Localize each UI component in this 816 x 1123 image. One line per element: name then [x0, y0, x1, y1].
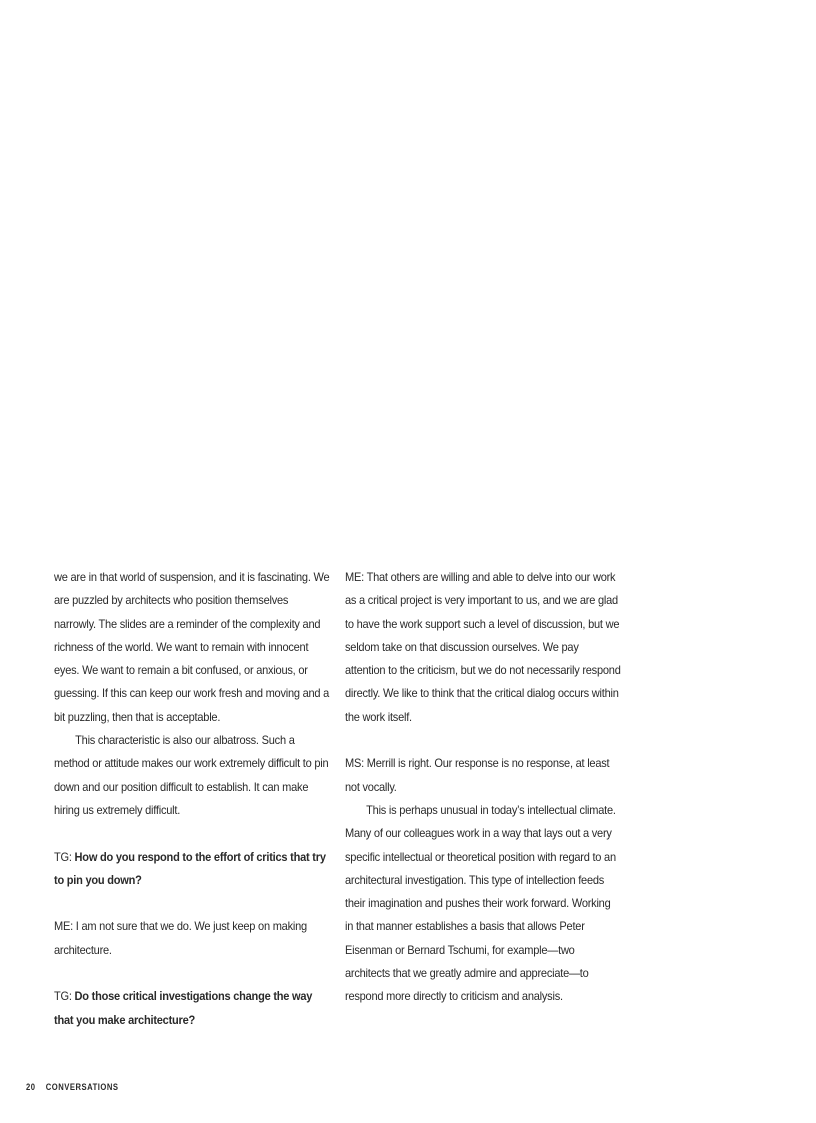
answer: ME: That others are willing and able to delve into our work as a critical project is very important to us, and we are glad to have the work support such a level of discussion, but we seldom take on that discussion ourselves. We pay attention to the criticism, but we do not necessarily respond directly. We like to think that the critical dialog occurs within the work itself.: [345, 570, 621, 724]
left-column: [54, 566, 330, 1032]
page-footer: [26, 1082, 119, 1092]
question: [54, 985, 330, 1032]
speaker-label: TG:: [54, 849, 75, 864]
answer: MS: Merrill is right. Our response is no response, at least not vocally.: [345, 756, 610, 794]
running-section-title: CONVERSATIONS: [45, 1082, 119, 1092]
paragraph: This is perhaps unusual in today’s intellectual climate. Many of our colleagues work in a way that lays out a very specific intellectual or theoretical position with regard to an architectural investigation. This type of intellection feeds their imagination and pushes their work forward. Working in that manner establishes a basis that allows Peter Eisenman or Bernard Tschumi, for example—two architects that we greatly admire and appreciate—to respond more directly to criticism and analysis.: [345, 802, 616, 1004]
question-text: Do those critical investigations change the way that you make architecture?: [54, 989, 313, 1027]
right-column: [345, 566, 621, 1009]
question: [54, 846, 330, 893]
paragraph: we are in that world of suspension, and it is fascinating. We are puzzled by architects who position themselves narrowly. The slides are a reminder of the complexity and richness of the world. We want to remain with innocent eyes. We want to remain a bit confused, or anxious, or guessing. If this can keep our work fresh and moving and a bit puzzling, then that is acceptable.: [54, 570, 330, 724]
answer: ME: I am not sure that we do. We just keep on making architecture.: [54, 919, 307, 957]
page-number: 20: [26, 1082, 36, 1092]
question-text: How do you respond to the effort of critics that try to pin you down?: [54, 849, 326, 887]
paragraph: This characteristic is also our albatross. Such a method or attitude makes our work extremely difficult to pin down and our position difficult to establish. It can make hiring us extremely difficult.: [54, 733, 329, 817]
speaker-label: TG:: [54, 989, 75, 1004]
